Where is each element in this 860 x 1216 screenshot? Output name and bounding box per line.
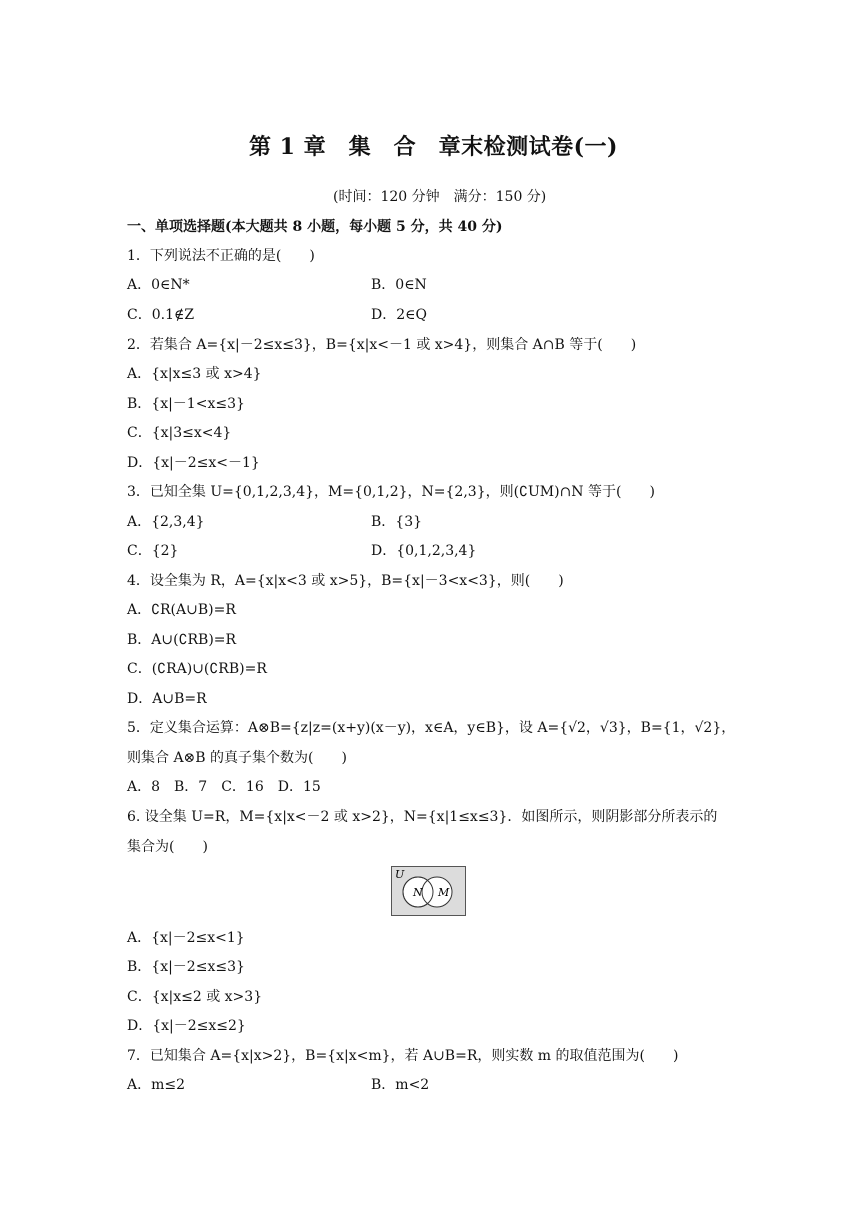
question-2-option-a: A．{x|x≤3 或 x>4} xyxy=(127,366,262,382)
question-4-option-d: D．A∪B=R xyxy=(127,691,207,707)
question-2-option-c: C．{x|3≤x<4} xyxy=(127,425,232,441)
question-6-stem-line-2: 集合为( ) xyxy=(127,839,208,855)
question-4-option-a: A．∁R(A∪B)=R xyxy=(127,602,236,618)
venn-set-m-label: M xyxy=(438,886,450,899)
question-6-option-c: C．{x|x≤2 或 x>3} xyxy=(127,989,263,1005)
question-7-option-a: A．m≤2 xyxy=(127,1077,186,1093)
question-4-option-c: C．(∁RA)∪(∁RB)=R xyxy=(127,661,267,677)
question-7-stem: 7．已知集合 A={x|x>2}，B={x|x<m}，若 A∪B=R，则实数 m 的取值范围为( ) xyxy=(127,1048,679,1064)
question-3-option-c: C．{2} xyxy=(127,543,179,559)
question-5-options: A．8 B．7 C．16 D．15 xyxy=(127,779,321,795)
question-2-option-d: D．{x|－2≤x<－1} xyxy=(127,455,260,471)
question-2-option-b: B．{x|－1<x≤3} xyxy=(127,396,245,412)
question-7-option-b: B．m<2 xyxy=(371,1077,430,1093)
question-2-stem: 2．若集合 A={x|－2≤x≤3}，B={x|x<－1 或 x>4}，则集合 A∩B 等于( ) xyxy=(127,337,637,353)
question-1-option-b: B．0∈N xyxy=(371,277,427,293)
question-1-option-c: C．0.1∉Z xyxy=(127,307,195,323)
question-6-option-a: A．{x|－2≤x<1} xyxy=(127,930,245,946)
question-1-stem: 1．下列说法不正确的是( ) xyxy=(127,248,315,264)
question-6-stem-line-1: 6. 设全集 U=R，M={x|x<－2 或 x>2}，N={x|1≤x≤3}．如图所示，则阴影部分所表示的 xyxy=(127,809,718,825)
question-6-option-b: B．{x|－2≤x≤3} xyxy=(127,959,245,975)
page-title: 第 1 章 集 合 章末检测试卷(一) xyxy=(249,134,618,160)
question-6-option-d: D．{x|－2≤x≤2} xyxy=(127,1018,246,1034)
question-3-stem: 3．已知全集 U={0,1,2,3,4}，M={0,1,2}，N={2,3}，则(∁UM)∩N 等于( ) xyxy=(127,484,655,500)
exam-info: (时间：120 分钟 满分：150 分) xyxy=(333,189,547,205)
venn-set-n-label: N xyxy=(413,886,423,899)
question-5-stem-line-2: 则集合 A⊗B 的真子集个数为( ) xyxy=(127,750,347,766)
venn-diagram xyxy=(391,866,466,916)
question-3-option-a: A．{2,3,4} xyxy=(127,514,205,530)
venn-universe-label: U xyxy=(395,868,405,881)
question-4-stem: 4．设全集为 R，A={x|x<3 或 x>5}，B={x|－3<x<3}，则( ) xyxy=(127,573,564,589)
section-heading: 一、单项选择题(本大题共 8 小题，每小题 5 分，共 40 分) xyxy=(127,219,503,235)
question-4-option-b: B．A∪(∁RB)=R xyxy=(127,632,237,648)
question-3-option-b: B．{3} xyxy=(371,514,423,530)
question-3-option-d: D．{0,1,2,3,4} xyxy=(371,543,477,559)
question-1-option-a: A．0∈N* xyxy=(127,277,190,293)
question-1-option-d: D．2∈Q xyxy=(371,307,427,323)
question-5-stem-line-1: 5．定义集合运算：A⊗B={z|z=(x+y)(x－y)，x∈A，y∈B}，设 A={√2，√3}，B={1，√2}， xyxy=(127,720,736,736)
